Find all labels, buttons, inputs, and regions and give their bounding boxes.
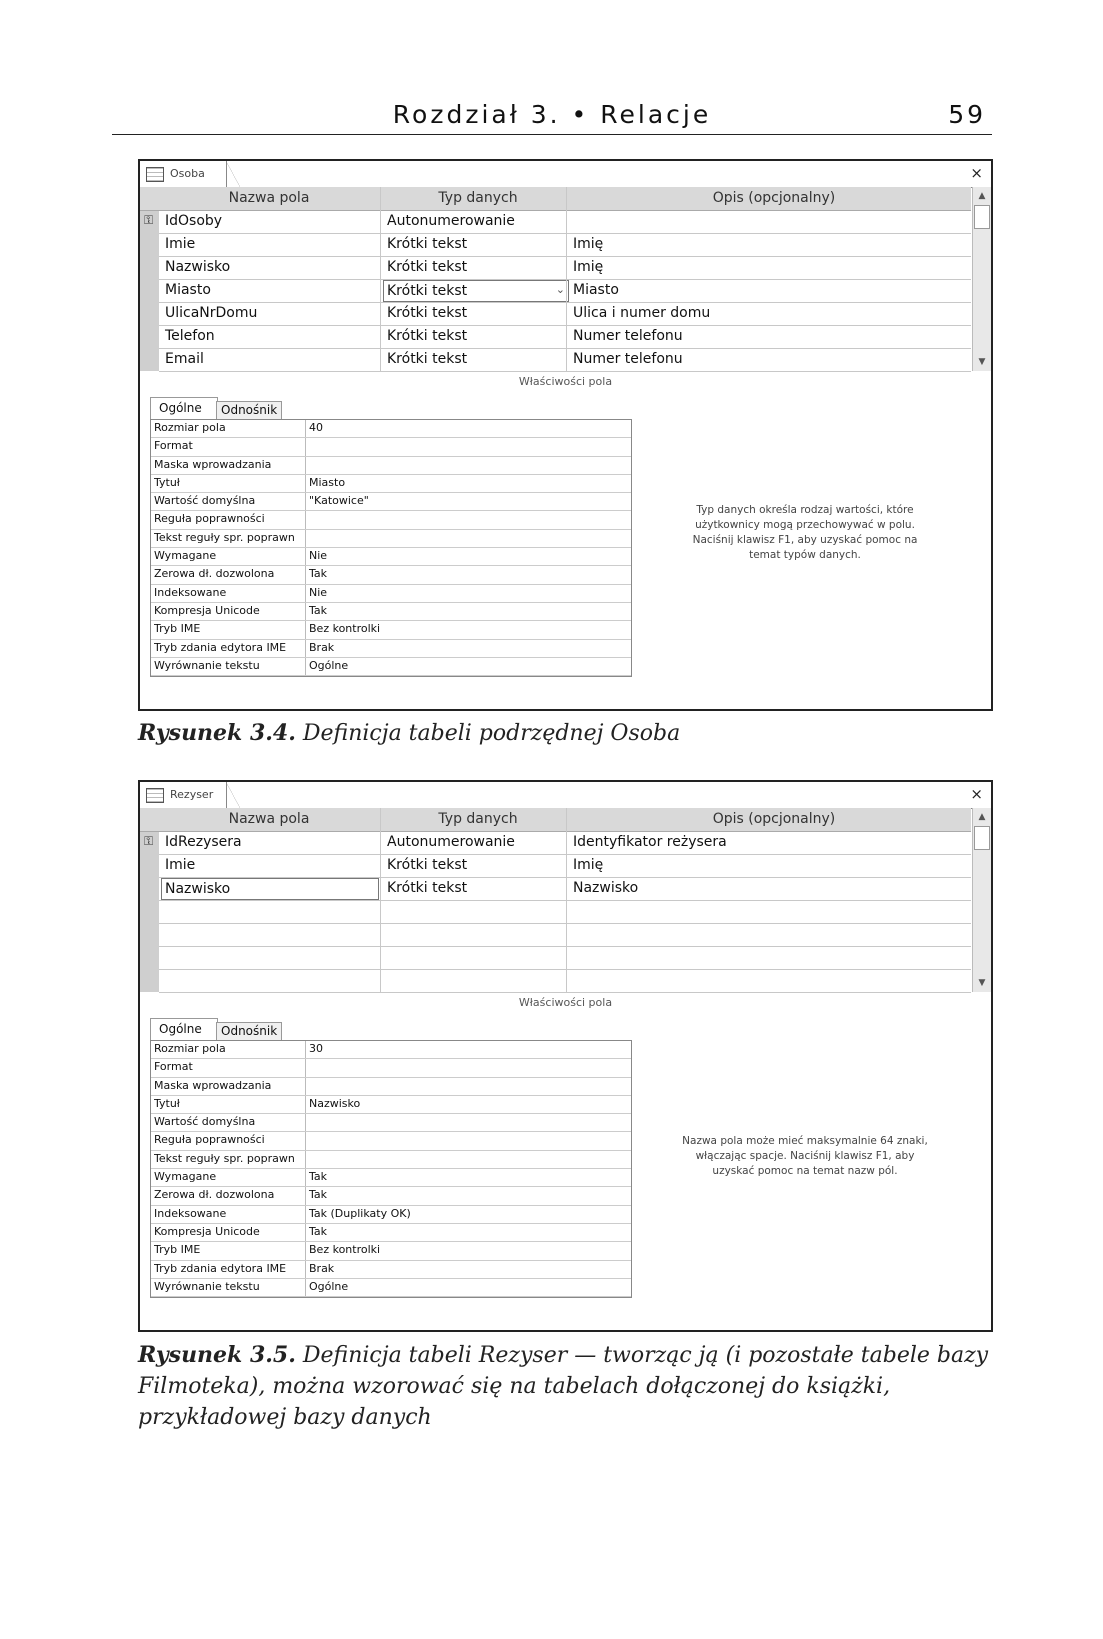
help-line: Naciśnij klawisz F1, aby uzyskać pomoc na [692,534,918,546]
property-name: Rozmiar pola [154,421,226,434]
property-value[interactable]: Bez kontrolki [309,1243,381,1257]
property-name: Indeksowane [154,1206,227,1220]
field-name-cell[interactable]: Telefon [165,328,215,344]
description-cell[interactable]: Miasto [573,282,619,298]
property-name: Wyrównanie tekstu [154,658,260,672]
property-name: Tekst reguły spr. poprawn [154,1151,295,1165]
property-divider [305,548,306,565]
property-value[interactable]: Miasto [309,475,346,489]
vertical-scrollbar[interactable] [972,808,991,992]
scrollbar-thumb[interactable] [974,826,990,850]
field-properties-label: Właściwości pola [518,996,613,1009]
property-row[interactable] [151,585,631,603]
close-icon[interactable]: × [970,785,983,803]
document-tab-strip [140,782,991,809]
help-line: włączając spacje. Naciśnij klawisz F1, aby [695,1150,915,1162]
property-row[interactable] [151,457,631,475]
property-tabs [150,1018,350,1040]
primary-key-icon: ⚿ [144,213,154,227]
property-divider [305,511,306,528]
caption-text: Definicja tabeli Rezyser — tworząc ją (i pozostałe tabele bazy Filmoteka), można wzorować się na tabelach dołączonej do książki, przykładowej bazy danych [138,1343,989,1430]
property-name: Wartość domyślna [154,494,256,508]
tab-lookup[interactable] [216,1022,282,1041]
column-divider [566,808,567,992]
property-name: Zerowa dł. dozwolona [154,1188,275,1202]
field-name-cell: Nazwisko [165,881,231,897]
property-value[interactable]: Tak [309,1224,328,1238]
figure-caption [138,1340,998,1433]
page-number: 59 [948,100,986,129]
property-divider [305,457,306,474]
property-sheet [150,1040,632,1298]
document-tab-strip [140,161,991,188]
tab-lookup-label: Odnośnik [221,1024,278,1038]
property-divider [305,1059,306,1076]
property-row[interactable] [151,1261,631,1279]
data-type-cell[interactable]: Krótki tekst [387,305,468,321]
property-name: Maska wprowadzania [154,457,272,471]
property-value[interactable]: 40 [309,421,323,434]
property-value[interactable]: Bez kontrolki [309,622,381,636]
tab-general-label: Ogólne [159,1022,202,1036]
table-row-empty[interactable] [159,923,971,947]
property-value[interactable]: Nie [309,585,328,599]
description-cell[interactable]: Imię [573,236,604,252]
field-name-cell[interactable]: IdRezysera [165,834,242,850]
tab-lookup[interactable] [216,401,282,420]
property-value[interactable]: Nie [309,549,328,563]
property-divider [305,1279,306,1296]
column-header-field-name[interactable]: Nazwa pola [228,190,310,206]
close-icon[interactable]: × [970,164,983,182]
property-divider [305,1206,306,1223]
property-divider [305,1096,306,1113]
property-row[interactable] [151,493,631,511]
property-name: Rozmiar pola [154,1042,226,1055]
page-header [112,96,992,135]
table-row-selected[interactable] [159,877,971,901]
property-divider [305,640,306,657]
property-value[interactable]: Brak [309,1261,335,1275]
tab-general[interactable] [150,397,218,420]
table-row-empty[interactable] [159,946,971,970]
grid-header [140,808,971,832]
scroll-down-icon[interactable]: ▼ [978,357,986,367]
property-name: Reguła poprawności [154,512,265,526]
description-cell[interactable]: Numer telefonu [573,351,683,367]
property-name: Tryb zdania edytora IME [154,640,287,654]
property-divider [305,1261,306,1278]
property-row[interactable] [151,640,631,658]
property-value[interactable]: Tak [309,567,328,581]
table-row[interactable] [159,348,971,372]
data-type-cell[interactable]: Autonumerowanie [387,213,515,229]
property-row[interactable] [151,1096,631,1114]
scroll-down-icon[interactable]: ▼ [978,978,986,988]
property-name: Kompresja Unicode [154,603,260,617]
property-row[interactable] [151,420,631,438]
field-name-input[interactable] [161,878,379,900]
property-divider [305,1224,306,1241]
property-row[interactable] [151,1151,631,1169]
table-row[interactable] [159,256,971,280]
document-tab-rezyser[interactable] [140,782,227,808]
property-value[interactable]: Tak [309,1188,328,1202]
property-name: Indeksowane [154,585,227,599]
property-divider [305,1187,306,1204]
property-row[interactable] [151,1206,631,1224]
property-row[interactable] [151,438,631,456]
property-value[interactable]: "Katowice" [309,494,369,508]
column-header-data-type[interactable]: Typ danych [438,811,518,827]
caption-label: Rysunek 3.4. [138,720,296,746]
vertical-scrollbar[interactable] [972,187,991,371]
field-grid [140,808,991,992]
property-name: Tekst reguły spr. poprawn [154,530,295,544]
property-name: Tytuł [154,475,180,489]
data-type-cell[interactable]: Krótki tekst [387,351,468,367]
property-name: Wartość domyślna [154,1115,256,1129]
property-row[interactable] [151,603,631,621]
property-row[interactable] [151,1224,631,1242]
data-type-cell[interactable]: Krótki tekst [387,259,468,275]
help-line: Typ danych określa rodzaj wartości, które [696,504,914,516]
document-tab-label: Rezyser [170,788,214,801]
property-row[interactable] [151,548,631,566]
field-name-cell[interactable]: Imie [165,236,196,252]
data-type-dropdown[interactable] [383,280,569,302]
table-row-empty[interactable] [159,969,971,993]
property-value[interactable]: Ogólne [309,1279,349,1293]
property-name: Wymagane [154,549,217,563]
property-divider [305,530,306,547]
column-header-field-name[interactable]: Nazwa pola [228,811,310,827]
field-name-cell[interactable]: Miasto [165,282,211,298]
property-row[interactable] [151,1132,631,1150]
property-value[interactable]: Tak [309,1170,328,1184]
tab-general[interactable] [150,1018,218,1041]
property-row[interactable] [151,1078,631,1096]
column-divider [566,187,567,371]
property-divider [305,438,306,455]
field-name-cell[interactable]: Imie [165,857,196,873]
table-design-window-rezyser [138,780,993,1332]
caption-label: Rysunek 3.5. [138,1342,296,1368]
column-divider [380,808,381,992]
description-cell[interactable]: Numer telefonu [573,328,683,344]
property-row[interactable] [151,511,631,529]
property-name: Zerowa dł. dozwolona [154,567,275,581]
table-icon [146,167,164,182]
property-row[interactable] [151,658,631,676]
table-row-empty[interactable] [159,900,971,924]
property-divider [305,1132,306,1149]
field-name-cell[interactable]: UlicaNrDomu [165,305,258,321]
table-row-selected[interactable] [159,279,971,303]
document-tab-osoba[interactable] [140,161,227,187]
tab-lookup-label: Odnośnik [221,403,278,417]
caption-text: Definicja tabeli podrzędnej Osoba [302,721,681,746]
scrollbar-thumb[interactable] [974,205,990,229]
property-divider [305,1151,306,1168]
property-divider [305,621,306,638]
grid-header [140,187,971,211]
field-grid [140,187,991,371]
column-header-description[interactable]: Opis (opcjonalny) [712,190,836,206]
description-cell[interactable]: Ulica i numer domu [573,305,711,321]
property-value[interactable]: Brak [309,640,335,654]
property-row[interactable] [151,1169,631,1187]
document-tab-label: Osoba [170,167,205,180]
field-properties-label: Właściwości pola [518,375,613,388]
data-type-cell[interactable]: Krótki tekst [387,880,468,896]
description-cell[interactable]: Imię [573,857,604,873]
table-row[interactable] [159,302,971,326]
help-line: temat typów danych. [749,549,861,561]
data-type-cell[interactable]: Autonumerowanie [387,834,515,850]
property-value[interactable]: Ogólne [309,658,349,672]
property-row[interactable] [151,1187,631,1205]
property-divider [305,493,306,510]
column-header-description[interactable]: Opis (opcjonalny) [712,811,836,827]
property-name: Kompresja Unicode [154,1224,260,1238]
figure-caption [138,718,998,749]
column-header-data-type[interactable]: Typ danych [438,190,518,206]
property-name: Tryb IME [154,1243,201,1257]
property-divider [305,1078,306,1095]
description-cell[interactable]: Identyfikator reżysera [573,834,727,850]
table-row[interactable] [159,325,971,349]
property-name: Reguła poprawności [154,1133,265,1147]
help-text [635,503,975,563]
data-type-cell[interactable]: Krótki tekst [387,236,468,252]
field-name-cell[interactable]: IdOsoby [165,213,223,229]
property-name: Tryb zdania edytora IME [154,1261,287,1275]
property-divider [305,1041,306,1058]
property-name: Tytuł [154,1096,180,1110]
property-row[interactable] [151,1114,631,1132]
primary-key-icon: ⚿ [144,834,154,848]
column-divider [380,187,381,371]
property-name: Wymagane [154,1170,217,1184]
property-name: Tryb IME [154,622,201,636]
help-line: użytkownicy mogą przechowywać w polu. [695,519,915,531]
table-design-window-osoba [138,159,993,711]
property-row[interactable] [151,1242,631,1260]
property-row[interactable] [151,566,631,584]
property-divider [305,566,306,583]
property-value[interactable]: Tak (Duplikaty OK) [309,1206,411,1220]
property-value[interactable]: 30 [309,1042,323,1055]
table-row[interactable] [159,233,971,257]
property-divider [305,1169,306,1186]
description-cell[interactable]: Nazwisko [573,880,639,896]
property-row[interactable] [151,530,631,548]
property-row[interactable] [151,1041,631,1059]
description-cell[interactable]: Imię [573,259,604,275]
property-divider [305,1242,306,1259]
table-row[interactable] [159,210,971,234]
data-type-cell[interactable]: Krótki tekst [387,328,468,344]
property-name: Wyrównanie tekstu [154,1279,260,1293]
table-row[interactable] [159,854,971,878]
property-name: Format [154,1060,193,1074]
help-text [635,1134,975,1179]
chevron-down-icon[interactable]: ⌄ [555,283,565,296]
data-type-cell: Krótki tekst [387,283,468,299]
property-row[interactable] [151,621,631,639]
property-name: Maska wprowadzania [154,1078,272,1092]
property-sheet [150,419,632,677]
property-divider [305,420,306,437]
property-value[interactable]: Tak [309,603,328,617]
property-name: Format [154,439,193,453]
property-tabs [150,397,350,419]
tab-edge [226,782,240,808]
property-value[interactable]: Nazwisko [309,1096,361,1110]
help-line: uzyskać pomoc na temat nazw pól. [712,1165,898,1177]
property-divider [305,475,306,492]
help-line: Nazwa pola może mieć maksymalnie 64 znaki, [682,1135,928,1147]
tab-general-label: Ogólne [159,401,202,415]
property-divider [305,603,306,620]
table-icon [146,788,164,803]
property-row[interactable] [151,1059,631,1077]
property-divider [305,585,306,602]
property-row[interactable] [151,1279,631,1297]
data-type-cell[interactable]: Krótki tekst [387,857,468,873]
property-divider [305,658,306,675]
property-divider [305,1114,306,1131]
field-name-cell[interactable]: Email [165,351,204,367]
scroll-up-icon[interactable]: ▲ [978,191,986,201]
field-name-cell[interactable]: Nazwisko [165,259,231,275]
tab-edge [226,161,240,187]
property-row[interactable] [151,475,631,493]
scroll-up-icon[interactable]: ▲ [978,812,986,822]
table-row[interactable] [159,831,971,855]
chapter-title: Rozdział 3. • Relacje [392,100,712,129]
